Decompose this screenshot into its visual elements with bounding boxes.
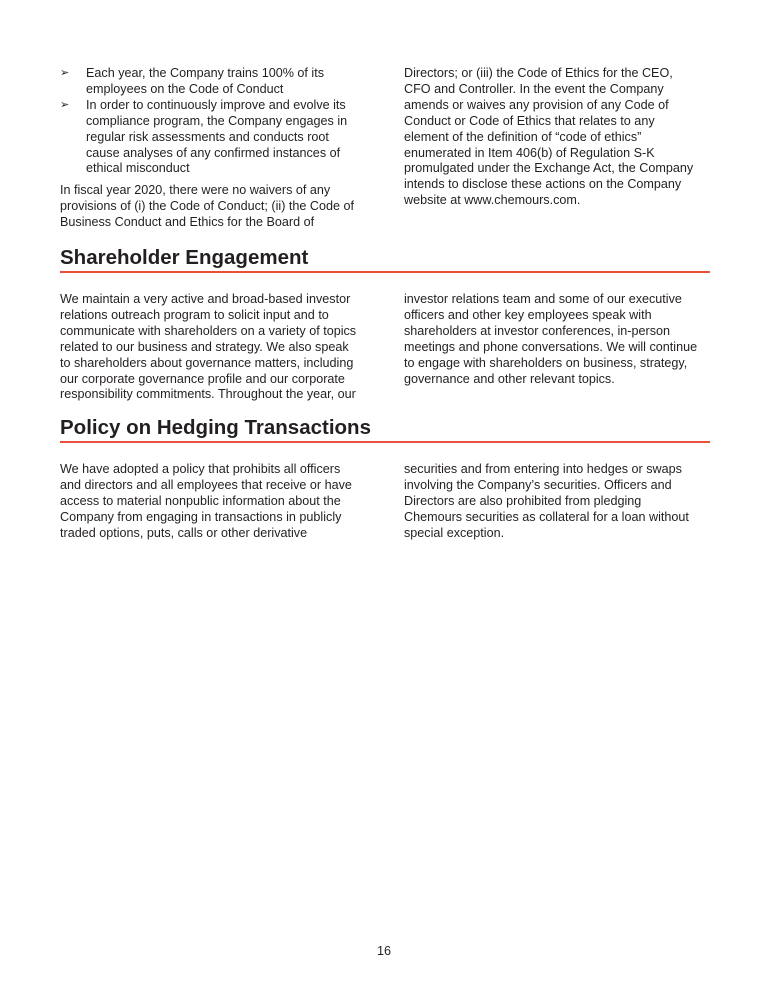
text-line: relations outreach program to solicit input and to [60, 307, 329, 322]
text-line: Directors are also prohibited from pledging [404, 493, 642, 508]
text-line: governance and other relevant topics. [404, 371, 615, 386]
text-line: compliance program, the Company engages in [86, 113, 348, 128]
text-line: to engage with shareholders on business, strategy, [404, 355, 688, 370]
hedging-policy-left [60, 462, 370, 542]
text-line: access to material nonpublic information about the [60, 493, 341, 508]
hedging-policy-heading: Policy on Hedging Transactions [60, 416, 710, 443]
section1-left-column [60, 66, 370, 231]
arrow-bullet-icon: ➢ [60, 67, 70, 79]
text-line: communicate with shareholders on a variety of topics [60, 323, 357, 338]
text-line: shareholders at investor conferences, in-person [404, 323, 671, 338]
text-line: and directors and all employees that receive or have [60, 477, 352, 492]
text-line: employees on the Code of Conduct [86, 81, 284, 96]
text-line: We have adopted a policy that prohibits all officers [60, 462, 341, 476]
waiver-paragraph-continued [404, 66, 714, 209]
text-line: responsibility commitments. Throughout the year, our [60, 387, 356, 402]
shareholder-engagement-right [404, 292, 714, 387]
text-line: our corporate governance profile and our corporate [60, 371, 345, 386]
text-line: We maintain a very active and broad-based investor [60, 292, 351, 306]
shareholder-engagement-heading: Shareholder Engagement [60, 246, 710, 273]
text-line: regular risk assessments and conducts root [86, 129, 329, 144]
shareholder-engagement-left [60, 292, 370, 403]
text-line: Business Conduct and Ethics for the Board of [60, 215, 315, 230]
text-line: intends to disclose these actions on the Company [404, 177, 682, 192]
text-line: involving the Company’s securities. Officers and [404, 477, 672, 492]
bullet-item [60, 98, 370, 178]
waiver-paragraph [60, 183, 370, 231]
text-line: promulgated under the Exchange Act, the Company [404, 161, 694, 176]
text-line: In fiscal year 2020, there were no waivers of any [60, 183, 331, 198]
section1-right-column [404, 66, 714, 209]
text-line: cause analyses of any confirmed instances of [86, 145, 341, 160]
text-line: In order to continuously improve and evolve its [86, 97, 346, 112]
hedging-policy-right [404, 462, 714, 542]
text-line: traded options, puts, calls or other derivative [60, 525, 308, 540]
text-line: Chemours securities as collateral for a loan without [404, 509, 689, 524]
text-line: CFO and Controller. In the event the Company [404, 81, 664, 96]
text-line: meetings and phone conversations. We will continue [404, 339, 698, 354]
text-line: securities and from entering into hedges or swaps [404, 462, 682, 476]
text-line: amends or waives any provision of any Code of [404, 97, 669, 112]
text-line: officers and other key employees speak with [404, 307, 652, 322]
text-line: Directors; or (iii) the Code of Ethics for the CEO, [404, 66, 673, 80]
bullet-item [60, 66, 370, 98]
text-line: special exception. [404, 525, 505, 540]
arrow-bullet-icon: ➢ [60, 98, 70, 111]
text-line: Company from engaging in transactions in publicly [60, 509, 342, 524]
text-line: enumerated in Item 406(b) of Regulation S-K [404, 145, 655, 160]
text-line: element of the definition of “code of ethics” [404, 129, 642, 144]
text-line: related to our business and strategy. We also speak [60, 339, 349, 354]
text-line: Conduct or Code of Ethics that relates to any [404, 113, 655, 128]
text-line: investor relations team and some of our executive [404, 292, 682, 306]
text-line: Each year, the Company trains 100% of its [86, 66, 325, 80]
text-line: website at www.chemours.com. [404, 193, 581, 208]
text-line: provisions of (i) the Code of Conduct; (ii) the Code of [60, 199, 354, 214]
text-line: to shareholders about governance matters, including [60, 355, 354, 370]
bullet-list [60, 66, 370, 177]
page-number: 16 [376, 944, 391, 958]
text-line: ethical misconduct [86, 161, 190, 176]
